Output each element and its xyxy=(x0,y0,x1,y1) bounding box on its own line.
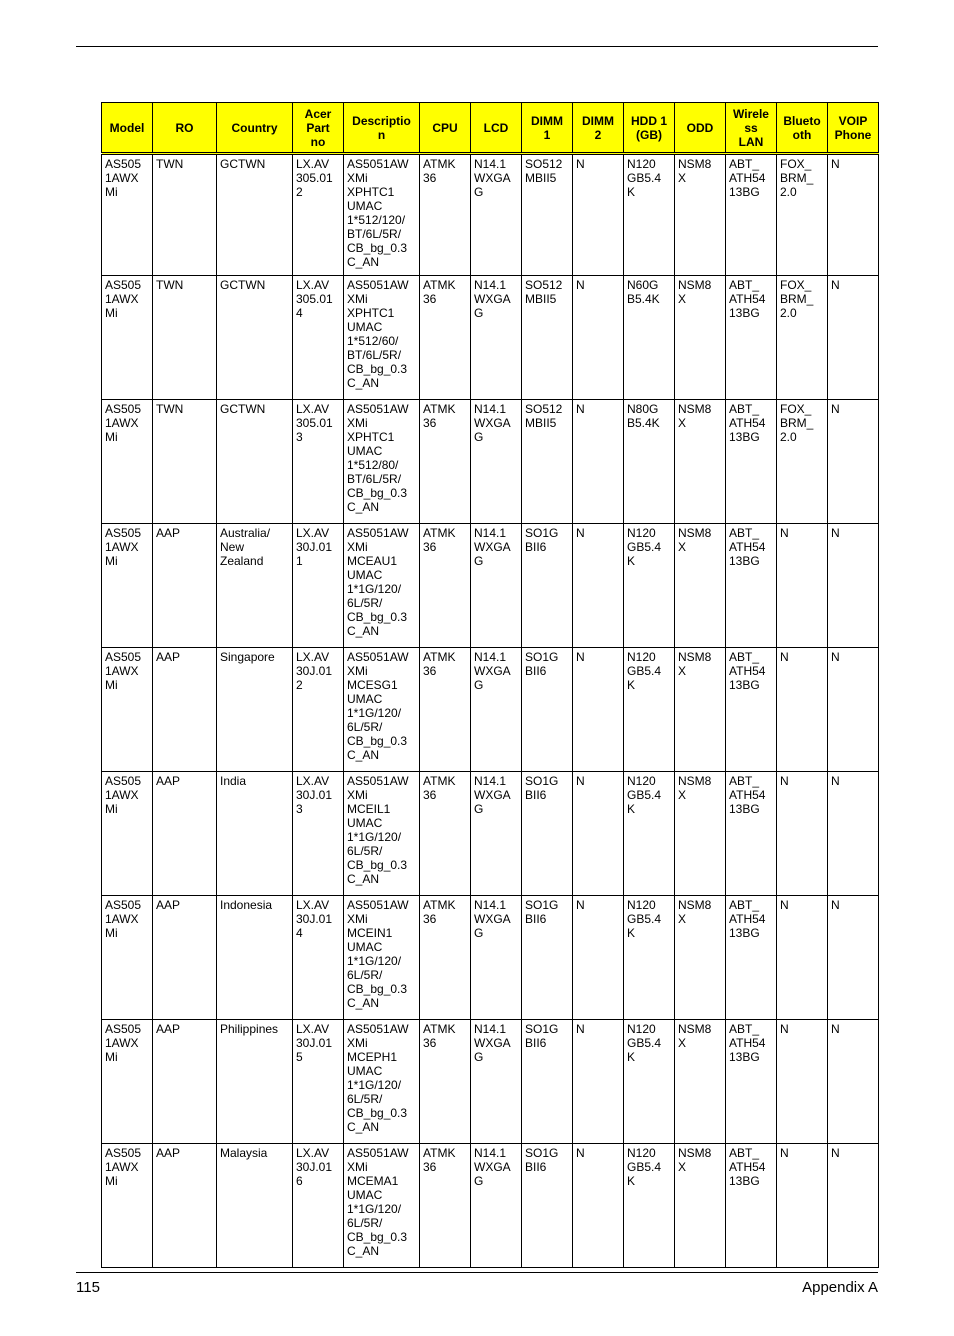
column-header: DIMM 2 xyxy=(573,103,624,154)
table-cell: AS5051AW XMi MCEAU1 UMAC 1*1G/120/ 6L/5R/ CB_bg_0.3 C_AN xyxy=(344,524,420,648)
table-cell: SO512 MBII5 xyxy=(522,276,573,400)
table-cell: N xyxy=(828,1020,879,1144)
table-cell: ABT_ ATH54 13BG xyxy=(726,276,777,400)
column-header: HDD 1 (GB) xyxy=(624,103,675,154)
table-row xyxy=(102,648,879,772)
table-cell: AS505 1AWX Mi xyxy=(102,1144,153,1268)
table-cell: N14.1 WXGA G xyxy=(471,524,522,648)
table-cell: ATMK 36 xyxy=(420,524,471,648)
table-cell: N120 GB5.4 K xyxy=(624,896,675,1020)
table-cell: AS5051AW XMi MCEIL1 UMAC 1*1G/120/ 6L/5R/ CB_bg_0.3 C_AN xyxy=(344,772,420,896)
table-cell: SO1G BII6 xyxy=(522,1020,573,1144)
table-cell: FOX_ BRM_ 2.0 xyxy=(777,400,828,524)
table-cell: Philippines xyxy=(217,1020,293,1144)
table-cell: GCTWN xyxy=(217,400,293,524)
table-cell: N xyxy=(777,648,828,772)
table-cell: ABT_ ATH54 13BG xyxy=(726,400,777,524)
table-cell: ABT_ ATH54 13BG xyxy=(726,1020,777,1144)
table-cell: FOX_ BRM_ 2.0 xyxy=(777,154,828,276)
table-cell: NSM8 X xyxy=(675,1020,726,1144)
table-cell: ATMK 36 xyxy=(420,154,471,276)
table-cell: AAP xyxy=(153,772,217,896)
table-cell: AS5051AW XMi XPHTC1 UMAC 1*512/60/ BT/6L/5R/ CB_bg_0.3 C_AN xyxy=(344,276,420,400)
table-cell: AS505 1AWX Mi xyxy=(102,896,153,1020)
table-cell: AAP xyxy=(153,896,217,1020)
table-cell: N14.1 WXGA G xyxy=(471,1144,522,1268)
table-row xyxy=(102,896,879,1020)
table-cell: LX.AV 30J.01 6 xyxy=(293,1144,344,1268)
table-cell: Indonesia xyxy=(217,896,293,1020)
table-cell: NSM8 X xyxy=(675,772,726,896)
table-cell: LX.AV 30J.01 5 xyxy=(293,1020,344,1144)
table-cell: LX.AV 30J.01 1 xyxy=(293,524,344,648)
table-cell: AS505 1AWX Mi xyxy=(102,154,153,276)
table-row xyxy=(102,1144,879,1268)
table-cell: AS5051AW XMi MCESG1 UMAC 1*1G/120/ 6L/5R/ CB_bg_0.3 C_AN xyxy=(344,648,420,772)
table-cell: SO512 MBII5 xyxy=(522,154,573,276)
table-cell: N xyxy=(828,276,879,400)
table-cell: ABT_ ATH54 13BG xyxy=(726,896,777,1020)
table-cell: N80G B5.4K xyxy=(624,400,675,524)
table-cell: ATMK 36 xyxy=(420,896,471,1020)
table-row xyxy=(102,1020,879,1144)
table-cell: N xyxy=(777,524,828,648)
table-cell: SO1G BII6 xyxy=(522,524,573,648)
table-cell: N14.1 WXGA G xyxy=(471,154,522,276)
table-cell: AS5051AW XMi MCEIN1 UMAC 1*1G/120/ 6L/5R/ CB_bg_0.3 C_AN xyxy=(344,896,420,1020)
table-cell: N xyxy=(573,1144,624,1268)
table-cell: N xyxy=(777,1020,828,1144)
table-cell: SO512 MBII5 xyxy=(522,400,573,524)
table-cell: N120 GB5.4 K xyxy=(624,772,675,896)
table-cell: NSM8 X xyxy=(675,896,726,1020)
table-cell: ATMK 36 xyxy=(420,276,471,400)
table-cell: N120 GB5.4 K xyxy=(624,154,675,276)
table-cell: N xyxy=(828,400,879,524)
table-cell: N xyxy=(573,1020,624,1144)
table-cell: N xyxy=(777,896,828,1020)
table-cell: NSM8 X xyxy=(675,1144,726,1268)
table-cell: N xyxy=(573,772,624,896)
table-cell: N xyxy=(573,648,624,772)
header-row xyxy=(102,103,879,154)
column-header: Model xyxy=(102,103,153,154)
column-header: Wirele ss LAN xyxy=(726,103,777,154)
table-cell: NSM8 X xyxy=(675,400,726,524)
table-cell: AS5051AW XMi MCEPH1 UMAC 1*1G/120/ 6L/5R/ CB_bg_0.3 C_AN xyxy=(344,1020,420,1144)
table-cell: N60G B5.4K xyxy=(624,276,675,400)
table-cell: LX.AV 30J.01 3 xyxy=(293,772,344,896)
table-cell: AS5051AW XMi XPHTC1 UMAC 1*512/120/ BT/6L/5R/ CB_bg_0.3 C_AN xyxy=(344,154,420,276)
table-cell: AS5051AW XMi XPHTC1 UMAC 1*512/80/ BT/6L/5R/ CB_bg_0.3 C_AN xyxy=(344,400,420,524)
table-cell: AS5051AW XMi MCEMA1 UMAC 1*1G/120/ 6L/5R/ CB_bg_0.3 C_AN xyxy=(344,1144,420,1268)
table-cell: ATMK 36 xyxy=(420,772,471,896)
table-cell: N14.1 WXGA G xyxy=(471,276,522,400)
column-header: RO xyxy=(153,103,217,154)
table-cell: N xyxy=(573,276,624,400)
section-title: Appendix A xyxy=(802,1279,878,1296)
column-header: CPU xyxy=(420,103,471,154)
table-cell: AS505 1AWX Mi xyxy=(102,276,153,400)
table-cell: SO1G BII6 xyxy=(522,772,573,896)
table-cell: LX.AV 305.01 2 xyxy=(293,154,344,276)
table-cell: AAP xyxy=(153,1020,217,1144)
table-cell: AAP xyxy=(153,1144,217,1268)
table-cell: GCTWN xyxy=(217,276,293,400)
table-cell: N120 GB5.4 K xyxy=(624,648,675,772)
table-cell: N xyxy=(777,1144,828,1268)
column-header: Descriptio n xyxy=(344,103,420,154)
table-cell: N xyxy=(777,772,828,896)
footer-rule xyxy=(76,1272,878,1273)
table-cell: ABT_ ATH54 13BG xyxy=(726,524,777,648)
table-cell: AS505 1AWX Mi xyxy=(102,772,153,896)
table-cell: N xyxy=(828,154,879,276)
table-cell: N xyxy=(573,400,624,524)
table-cell: N120 GB5.4 K xyxy=(624,1144,675,1268)
table-cell: SO1G BII6 xyxy=(522,1144,573,1268)
header-rule xyxy=(76,46,878,47)
table-cell: N14.1 WXGA G xyxy=(471,400,522,524)
table-cell: AS505 1AWX Mi xyxy=(102,524,153,648)
table-cell: ATMK 36 xyxy=(420,400,471,524)
table-cell: ABT_ ATH54 13BG xyxy=(726,154,777,276)
table-cell: TWN xyxy=(153,154,217,276)
table-cell: SO1G BII6 xyxy=(522,648,573,772)
table-cell: AS505 1AWX Mi xyxy=(102,648,153,772)
table-cell: AAP xyxy=(153,648,217,772)
table-row xyxy=(102,524,879,648)
table-cell: N14.1 WXGA G xyxy=(471,896,522,1020)
table-cell: NSM8 X xyxy=(675,524,726,648)
table-cell: LX.AV 30J.01 2 xyxy=(293,648,344,772)
table-cell: ATMK 36 xyxy=(420,1144,471,1268)
table-cell: N xyxy=(828,648,879,772)
table-cell: N14.1 WXGA G xyxy=(471,1020,522,1144)
table-cell: ATMK 36 xyxy=(420,1020,471,1144)
table-cell: NSM8 X xyxy=(675,154,726,276)
table-cell: TWN xyxy=(153,400,217,524)
table-cell: ATMK 36 xyxy=(420,648,471,772)
table-cell: TWN xyxy=(153,276,217,400)
table-row xyxy=(102,772,879,896)
table-body xyxy=(102,154,879,1268)
table-cell: ABT_ ATH54 13BG xyxy=(726,1144,777,1268)
table-cell: NSM8 X xyxy=(675,276,726,400)
page-number: 115 xyxy=(76,1279,100,1296)
table-cell: N xyxy=(828,772,879,896)
table-cell: N120 GB5.4 K xyxy=(624,1020,675,1144)
column-header: Acer Part no xyxy=(293,103,344,154)
table-cell: LX.AV 305.01 3 xyxy=(293,400,344,524)
table-cell: N xyxy=(828,524,879,648)
table-cell: N xyxy=(828,896,879,1020)
table-row xyxy=(102,400,879,524)
model-spec-table xyxy=(101,102,879,1268)
column-header: LCD xyxy=(471,103,522,154)
table-cell: SO1G BII6 xyxy=(522,896,573,1020)
table-cell: N xyxy=(573,524,624,648)
table-cell: AS505 1AWX Mi xyxy=(102,400,153,524)
table-cell: India xyxy=(217,772,293,896)
table-cell: N xyxy=(573,896,624,1020)
table-cell: AS505 1AWX Mi xyxy=(102,1020,153,1144)
table-cell: ABT_ ATH54 13BG xyxy=(726,772,777,896)
table-cell: ABT_ ATH54 13BG xyxy=(726,648,777,772)
table-cell: AAP xyxy=(153,524,217,648)
table-cell: Singapore xyxy=(217,648,293,772)
column-header: Blueto oth xyxy=(777,103,828,154)
table-cell: N120 GB5.4 K xyxy=(624,524,675,648)
table-row xyxy=(102,154,879,276)
table-cell: Malaysia xyxy=(217,1144,293,1268)
table-cell: N14.1 WXGA G xyxy=(471,772,522,896)
column-header: VOIP Phone xyxy=(828,103,879,154)
table-cell: N14.1 WXGA G xyxy=(471,648,522,772)
table-cell: LX.AV 305.01 4 xyxy=(293,276,344,400)
table-cell: FOX_ BRM_ 2.0 xyxy=(777,276,828,400)
column-header: ODD xyxy=(675,103,726,154)
table-cell: Australia/ New Zealand xyxy=(217,524,293,648)
column-header: Country xyxy=(217,103,293,154)
column-header: DIMM 1 xyxy=(522,103,573,154)
table-cell: N xyxy=(573,154,624,276)
table-cell: LX.AV 30J.01 4 xyxy=(293,896,344,1020)
table-header xyxy=(102,103,879,154)
table-cell: NSM8 X xyxy=(675,648,726,772)
table-cell: N xyxy=(828,1144,879,1268)
table-cell: GCTWN xyxy=(217,154,293,276)
table-row xyxy=(102,276,879,400)
